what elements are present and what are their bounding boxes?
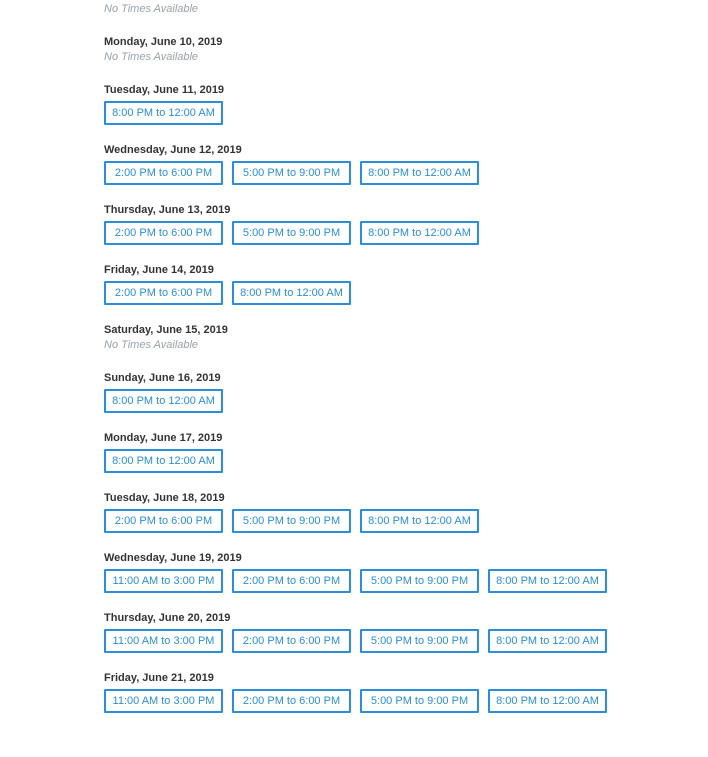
- no-times-available: No Times Available: [104, 339, 199, 351]
- time-slot-button[interactable]: 5:00 PM to 9:00 PM: [360, 569, 479, 593]
- day-label: Monday, June 17, 2019: [104, 432, 223, 444]
- time-slot-button[interactable]: 2:00 PM to 6:00 PM: [232, 629, 351, 653]
- day-label: Friday, June 14, 2019: [104, 264, 214, 276]
- time-slot-button[interactable]: 8:00 PM to 12:00 AM: [488, 629, 607, 653]
- time-slot-button[interactable]: 2:00 PM to 6:00 PM: [104, 281, 223, 305]
- day-label: Saturday, June 15, 2019: [104, 324, 228, 336]
- no-times-available: No Times Available: [104, 51, 199, 63]
- time-slot-button[interactable]: 8:00 PM to 12:00 AM: [360, 509, 479, 533]
- time-slot-list: [104, 281, 704, 305]
- day-group: [104, 83, 704, 125]
- time-slot-list: [104, 509, 704, 533]
- time-slot-button[interactable]: 8:00 PM to 12:00 AM: [104, 101, 223, 125]
- time-slot-button[interactable]: 8:00 PM to 12:00 AM: [488, 689, 607, 713]
- time-slot-button[interactable]: 11:00 AM to 3:00 PM: [104, 569, 223, 593]
- day-label: Sunday, June 16, 2019: [104, 372, 221, 384]
- time-slot-button[interactable]: 8:00 PM to 12:00 AM: [360, 221, 479, 245]
- day-group: [104, 431, 704, 473]
- time-slot-button[interactable]: 2:00 PM to 6:00 PM: [232, 689, 351, 713]
- time-slot-list: [104, 101, 704, 125]
- time-slot-button[interactable]: 5:00 PM to 9:00 PM: [232, 161, 351, 185]
- time-slot-button[interactable]: 2:00 PM to 6:00 PM: [232, 569, 351, 593]
- day-label: Monday, June 10, 2019: [104, 36, 223, 48]
- time-slot-list: [104, 221, 704, 245]
- availability-schedule: [104, 0, 704, 731]
- time-slot-list: [104, 449, 704, 473]
- time-slot-button[interactable]: 5:00 PM to 9:00 PM: [232, 509, 351, 533]
- day-group: [104, 143, 704, 185]
- time-slot-button[interactable]: 8:00 PM to 12:00 AM: [232, 281, 351, 305]
- day-group: [104, 35, 704, 64]
- time-slot-list: [104, 569, 704, 593]
- day-group: [104, 491, 704, 533]
- time-slot-button[interactable]: 11:00 AM to 3:00 PM: [104, 689, 223, 713]
- day-label: Tuesday, June 11, 2019: [104, 84, 225, 96]
- day-group: [104, 263, 704, 305]
- day-group: [104, 371, 704, 413]
- time-slot-button[interactable]: 5:00 PM to 9:00 PM: [232, 221, 351, 245]
- time-slot-list: [104, 689, 704, 713]
- time-slot-button[interactable]: 2:00 PM to 6:00 PM: [104, 161, 223, 185]
- no-times-available: No Times Available: [104, 3, 199, 15]
- day-label: Wednesday, June 12, 2019: [104, 144, 242, 156]
- day-label: Wednesday, June 19, 2019: [104, 552, 242, 564]
- day-label: Tuesday, June 18, 2019: [104, 492, 225, 504]
- time-slot-button[interactable]: 5:00 PM to 9:00 PM: [360, 629, 479, 653]
- day-group: [104, 611, 704, 653]
- time-slot-list: [104, 629, 704, 653]
- day-label: Friday, June 21, 2019: [104, 672, 214, 684]
- day-label: Thursday, June 20, 2019: [104, 612, 231, 624]
- time-slot-button[interactable]: 5:00 PM to 9:00 PM: [360, 689, 479, 713]
- time-slot-button[interactable]: 2:00 PM to 6:00 PM: [104, 509, 223, 533]
- time-slot-button[interactable]: 2:00 PM to 6:00 PM: [104, 221, 223, 245]
- day-group: [104, 671, 704, 713]
- day-group: [104, 323, 704, 352]
- time-slot-button[interactable]: 11:00 AM to 3:00 PM: [104, 629, 223, 653]
- time-slot-list: [104, 161, 704, 185]
- day-group: [104, 203, 704, 245]
- day-group: [104, 551, 704, 593]
- day-label: Thursday, June 13, 2019: [104, 204, 231, 216]
- time-slot-list: [104, 389, 704, 413]
- time-slot-button[interactable]: 8:00 PM to 12:00 AM: [360, 161, 479, 185]
- day-group: [104, 0, 704, 16]
- time-slot-button[interactable]: 8:00 PM to 12:00 AM: [488, 569, 607, 593]
- time-slot-button[interactable]: 8:00 PM to 12:00 AM: [104, 389, 223, 413]
- time-slot-button[interactable]: 8:00 PM to 12:00 AM: [104, 449, 223, 473]
